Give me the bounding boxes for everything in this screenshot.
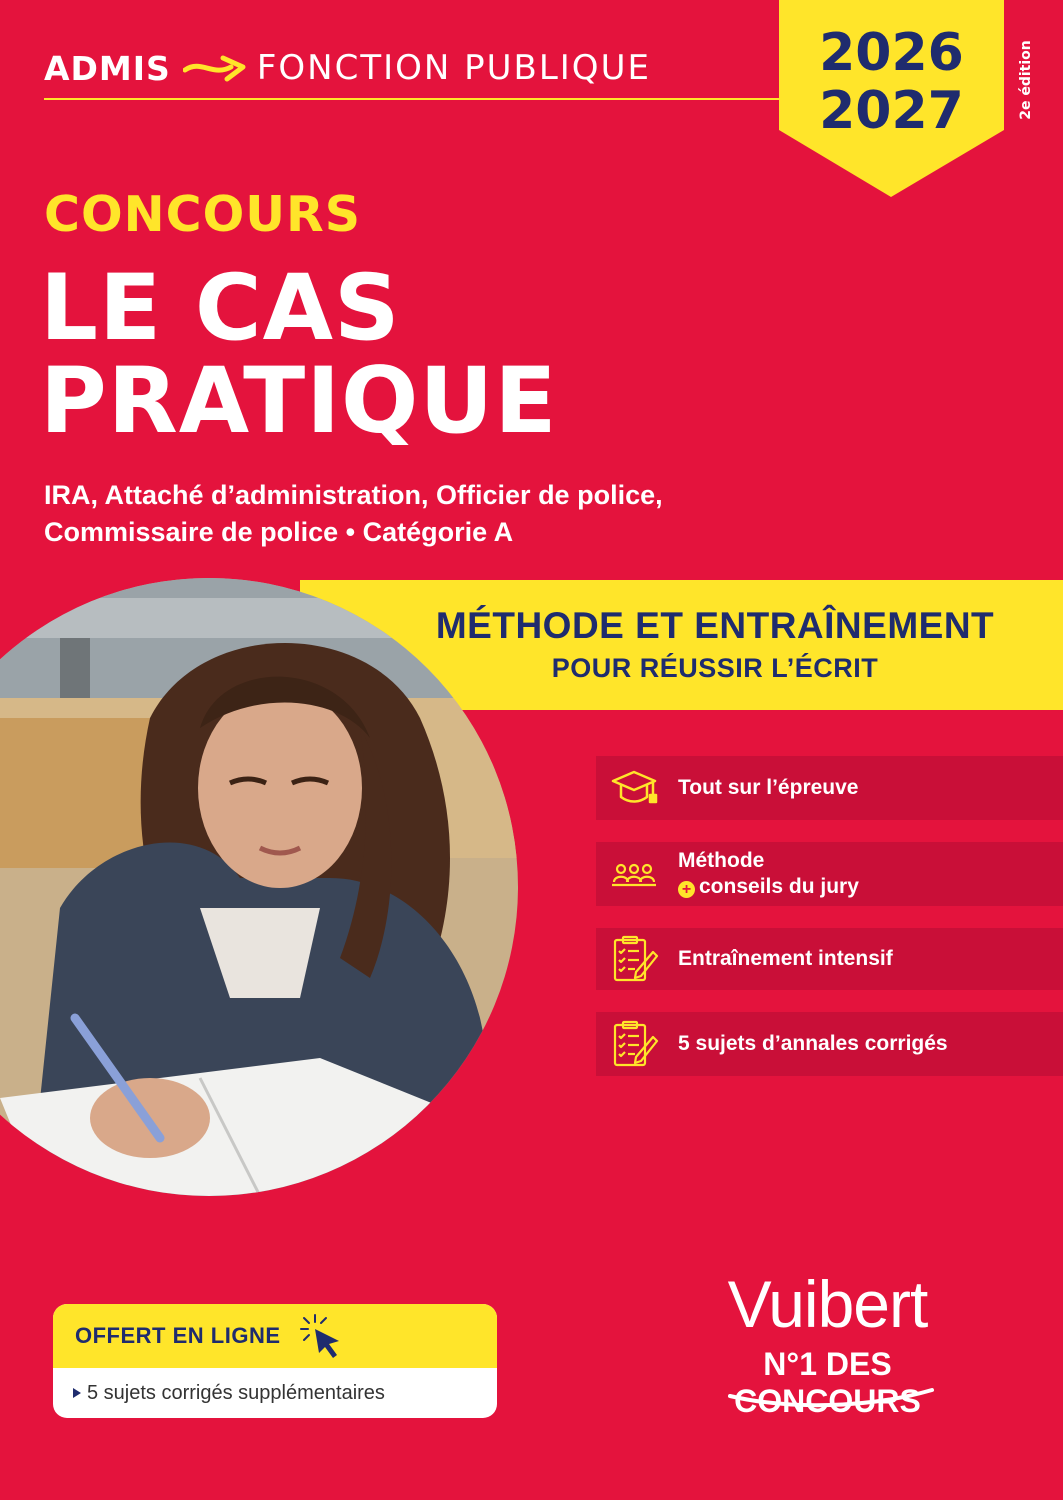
series-collection: FONCTION PUBLIQUE (256, 48, 651, 88)
subtitle-line-2: Commissaire de police • Catégorie A (44, 517, 514, 547)
year-start: 2026 (819, 23, 964, 83)
feature-label: Tout sur l’épreuve (678, 776, 859, 799)
subtitle-line-1: IRA, Attaché d’administration, Officier de police, (44, 480, 663, 510)
cursor-click-icon (295, 1311, 351, 1361)
logo-swoosh (720, 1380, 940, 1410)
online-offer-header (53, 1304, 497, 1368)
feature-label (678, 848, 859, 900)
series-brand: ADMIS (44, 48, 171, 88)
method-text (400, 605, 1030, 684)
book-title (40, 256, 558, 454)
feature-label: 5 sujets d’annales corrigés (678, 1032, 948, 1055)
feature-label: Entraînement intensif (678, 947, 893, 970)
book-subtitle (44, 477, 663, 551)
feature-label-line-2 (678, 874, 859, 900)
online-offer-item (53, 1368, 497, 1418)
feature-item (596, 842, 1063, 906)
title-line-2: PRATIQUE (40, 349, 558, 454)
bullet-triangle-icon (73, 1388, 81, 1398)
title-kicker: CONCOURS (44, 186, 362, 243)
edition-label (1012, 28, 1040, 132)
feature-label-line-1: Méthode (678, 849, 765, 872)
header-divider (44, 98, 779, 100)
feature-item (596, 756, 1063, 820)
publisher-tagline: N°1 DES CONCOURS (734, 1346, 921, 1419)
feature-item (596, 928, 1063, 990)
plus-icon: + (678, 881, 695, 898)
feature-item (596, 1012, 1063, 1076)
feature-label-line-2-text: conseils du jury (699, 875, 859, 898)
arrow-right-icon (183, 53, 249, 83)
method-heading: MÉTHODE ET ENTRAÎNEMENT (435, 605, 995, 646)
publisher-logo: Vuibert (727, 1267, 928, 1341)
title-line-1: LE CAS (40, 256, 401, 361)
group-icon (602, 842, 666, 906)
graduation-cap-icon (602, 756, 666, 820)
checklist-pencil-icon (602, 1012, 666, 1076)
series-header (44, 44, 651, 92)
edition-years (779, 24, 1004, 140)
year-end: 2027 (819, 81, 964, 141)
online-offer-box[interactable] (53, 1304, 497, 1418)
online-offer-title: OFFERT EN LIGNE (75, 1323, 281, 1348)
edition-text: 2e édition (1018, 40, 1034, 120)
method-subheading: POUR RÉUSSIR L’ÉCRIT (551, 653, 879, 683)
online-offer-item-text: 5 sujets corrigés supplémentaires (87, 1381, 385, 1404)
checklist-pencil-icon (602, 928, 666, 990)
